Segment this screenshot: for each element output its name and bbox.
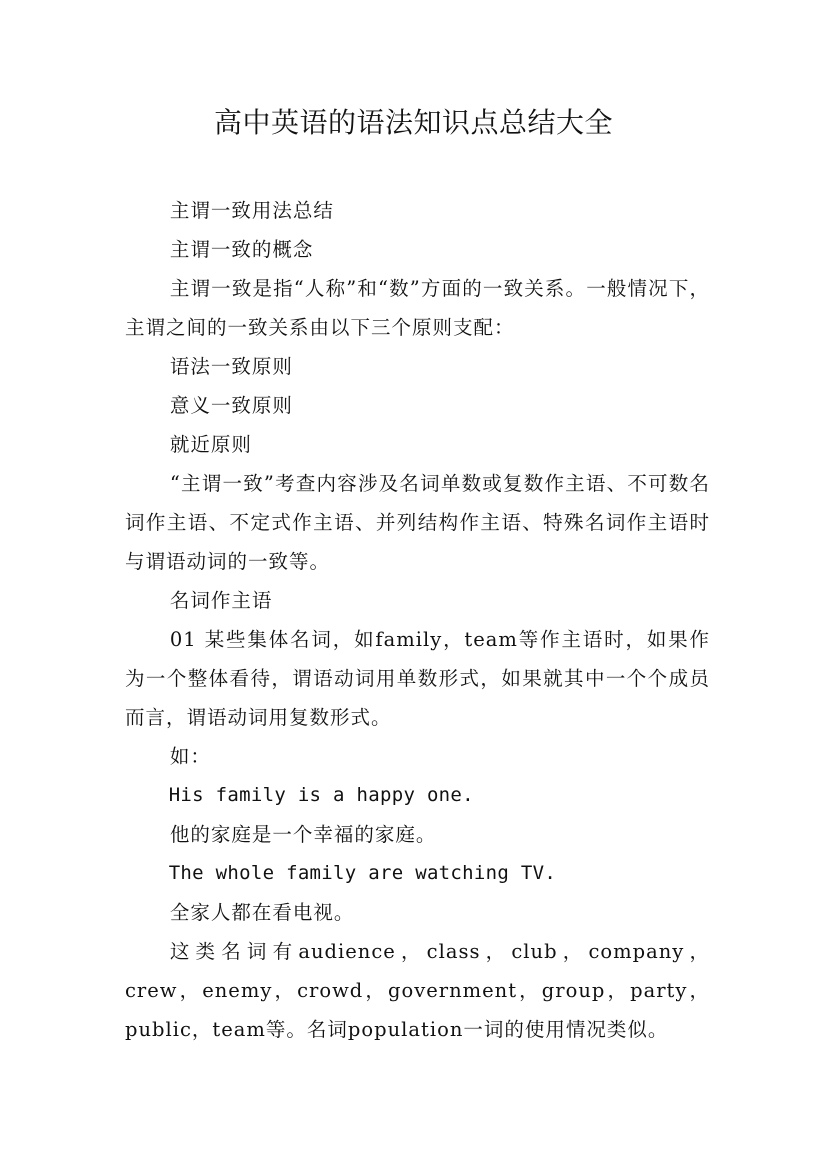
document-body xyxy=(125,191,710,1049)
paragraph-exam-content: “主谓一致”考查内容涉及名词单数或复数作主语、不可数名词作主语、不定式作主语、并列结构作主语、特殊名词作主语时与谓语动词的一致等。 xyxy=(125,472,710,573)
paragraph-definition: 主谓一致是指“人称”和“数”方面的一致关系。一般情况下，主谓之间的一致关系由以下三个原则支配： xyxy=(125,277,710,339)
paragraph-example-english-2: The whole family are watching TV. xyxy=(168,862,557,884)
document-title: 高中英语的语法知识点总结大全 xyxy=(213,106,613,139)
paragraph-heading-noun-subject: 名词作主语 xyxy=(169,589,273,612)
paragraph-noun-list: 这类名词有audience，class，club，company，crew，enemy，crowd，government，group，party，public，team等。名词population一词的使用情况类似。 xyxy=(125,940,710,1041)
paragraph-example-chinese-1: 他的家庭是一个幸福的家庭。 xyxy=(169,823,437,846)
paragraph-principle-meaning: 意义一致原则 xyxy=(169,394,293,417)
paragraph-principle-grammar: 语法一致原则 xyxy=(169,355,293,378)
paragraph-collective-nouns: 01 某些集体名词，如family，team等作主语时，如果作为一个整体看待，谓语动词用单数形式，如果就其中一个个成员而言，谓语动词用复数形式。 xyxy=(125,628,710,729)
paragraph-heading-concept: 主谓一致的概念 xyxy=(169,238,314,261)
paragraph-principle-proximity: 就近原则 xyxy=(169,433,252,456)
paragraph-example-label: 如： xyxy=(169,745,211,768)
paragraph-example-chinese-2: 全家人都在看电视。 xyxy=(169,901,355,924)
paragraph-heading-subject-verb-agreement: 主谓一致用法总结 xyxy=(169,199,334,222)
paragraph-example-english-1: His family is a happy one. xyxy=(168,784,474,806)
